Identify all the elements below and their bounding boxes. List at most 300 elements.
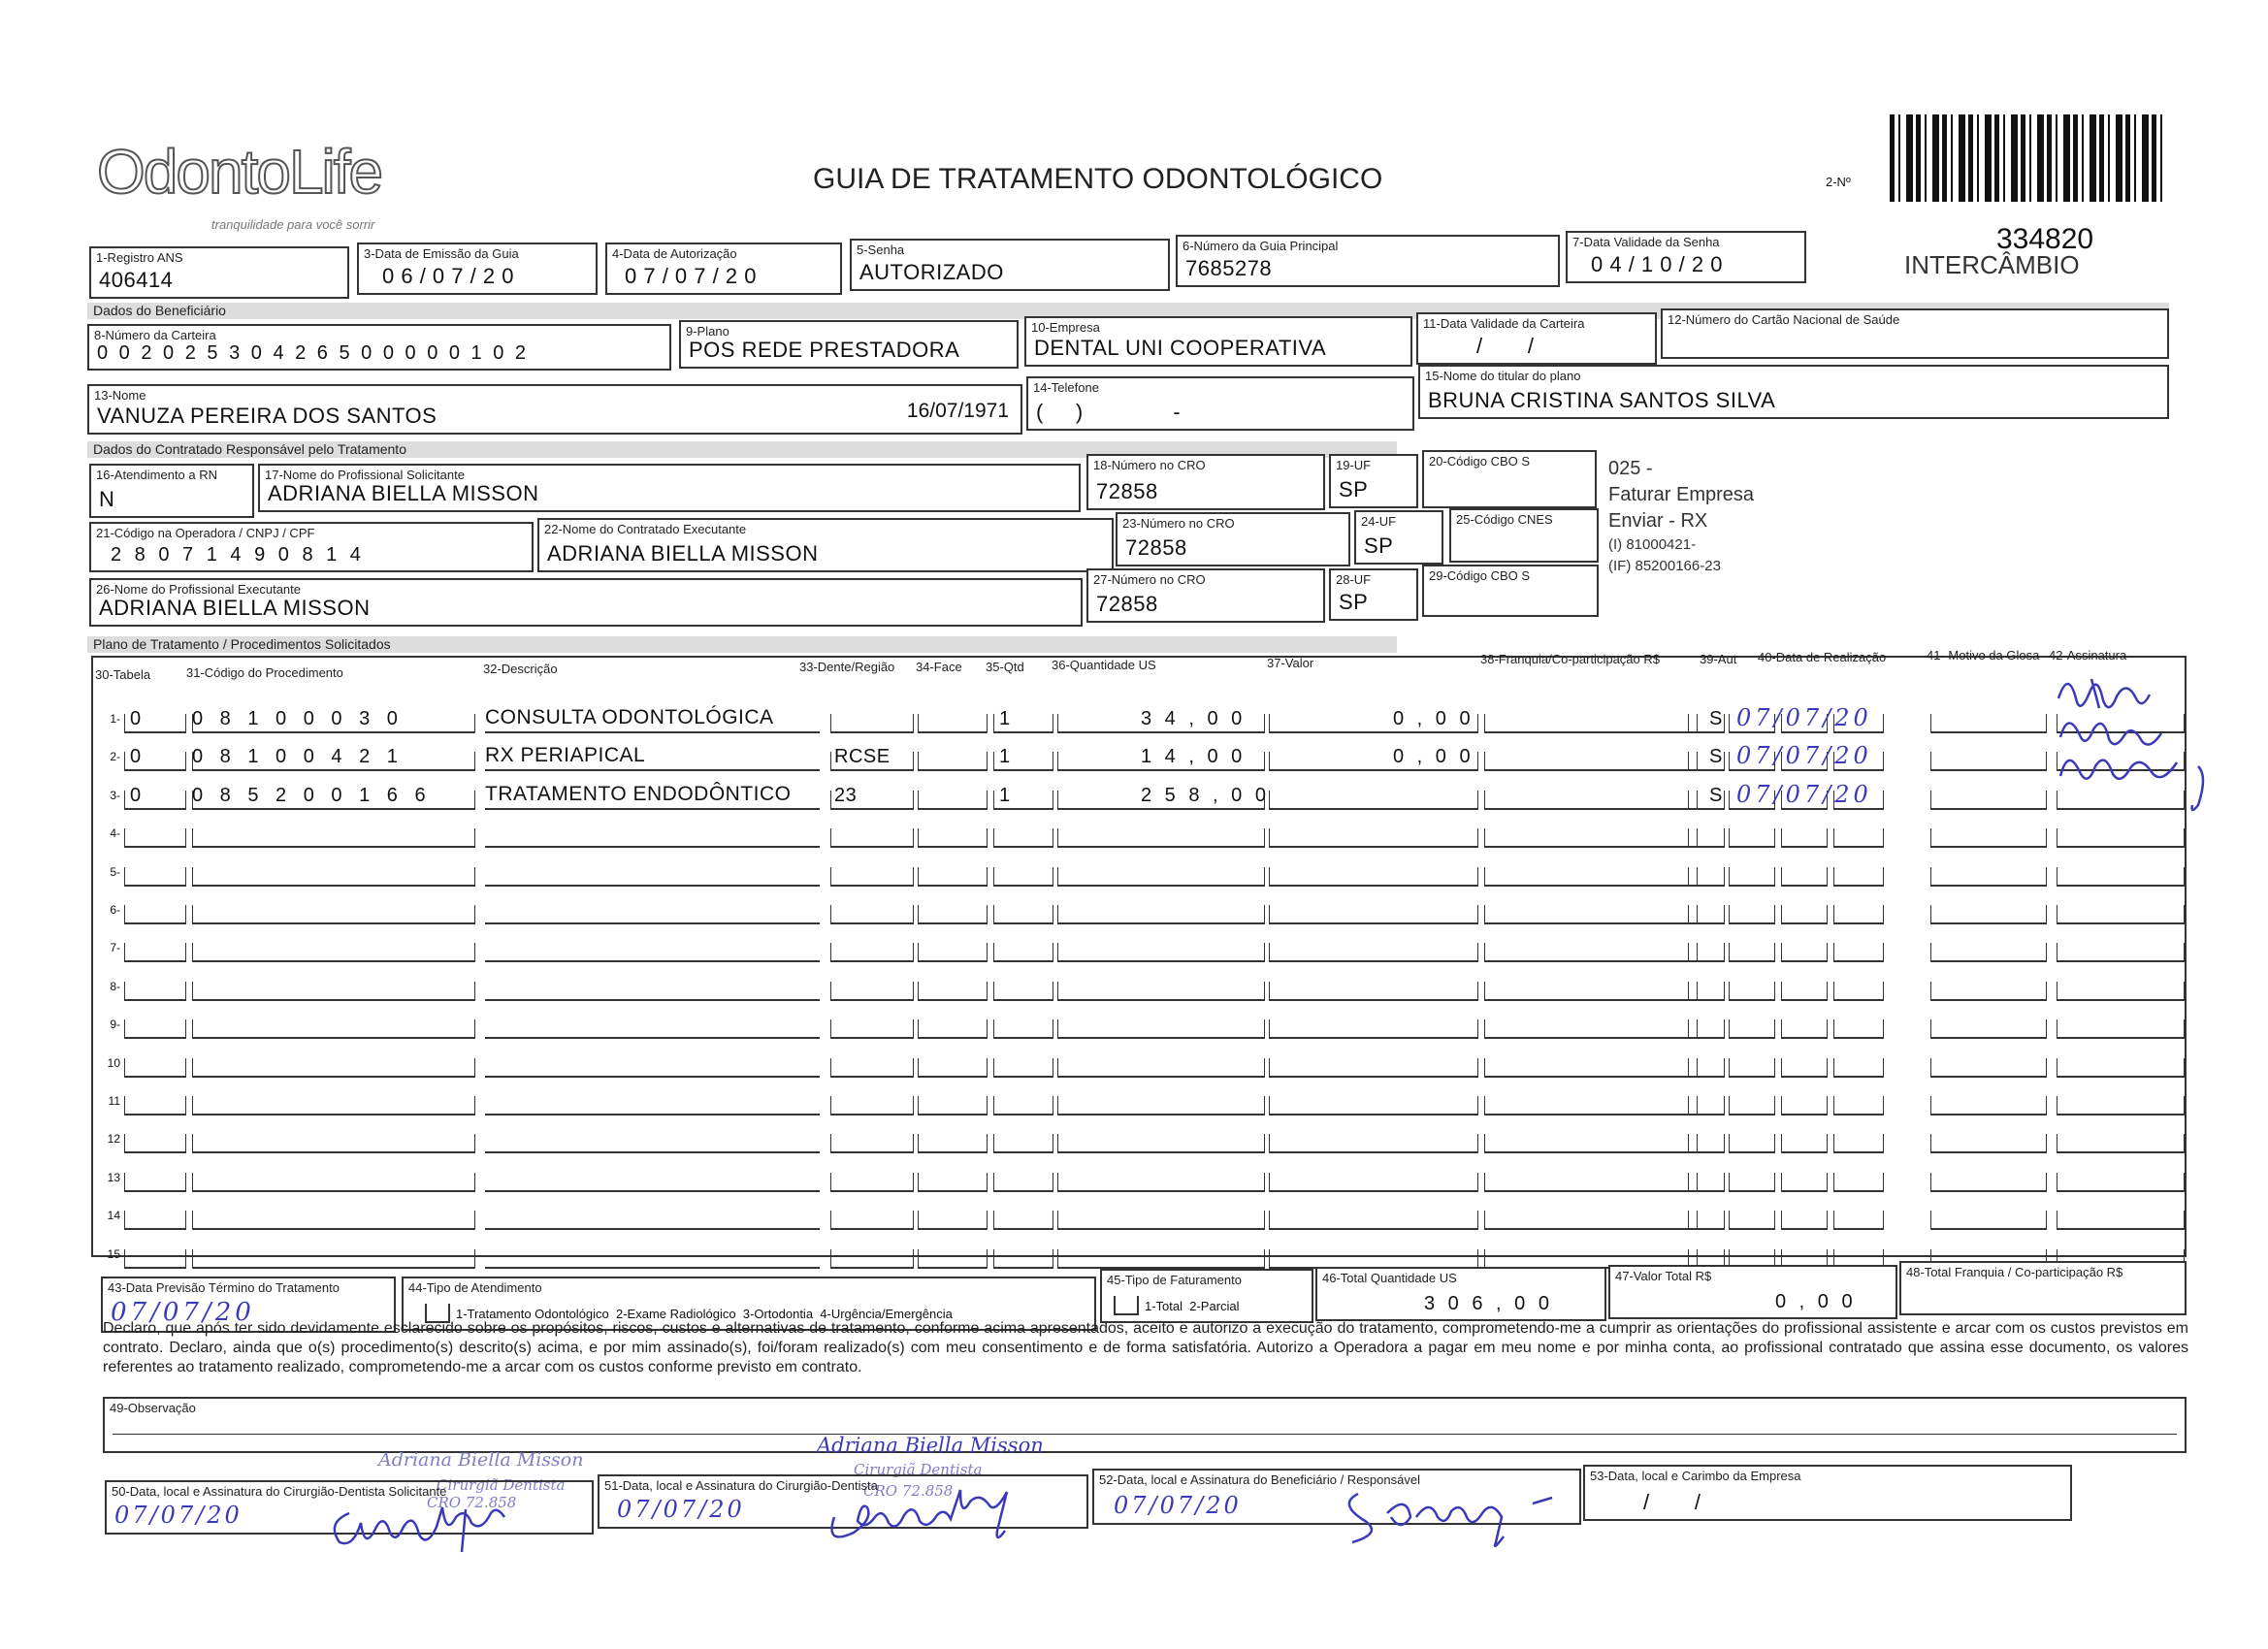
cell-box[interactable] xyxy=(192,1096,475,1116)
field-data-autorizacao[interactable] xyxy=(605,242,842,295)
field-value: 07/07/20 xyxy=(111,1298,255,1327)
cell-box[interactable] xyxy=(1688,1134,1725,1153)
cell-box[interactable] xyxy=(192,828,475,848)
field-label: 23-Número no CRO xyxy=(1122,516,1235,531)
cell-box[interactable] xyxy=(993,1249,1053,1269)
cell-box[interactable] xyxy=(124,943,186,962)
cell-box[interactable] xyxy=(1688,828,1725,848)
cell-box[interactable] xyxy=(1930,714,2047,733)
cell-box[interactable] xyxy=(1057,1173,1265,1192)
cell-box[interactable] xyxy=(1057,982,1265,1001)
cell-box[interactable] xyxy=(124,1058,186,1078)
cell-box[interactable] xyxy=(1484,714,1698,733)
cell-box[interactable] xyxy=(485,1058,820,1078)
cell-box[interactable] xyxy=(1781,1173,1828,1192)
cell-box[interactable] xyxy=(124,1019,186,1039)
field-telefone[interactable] xyxy=(1026,376,1414,431)
cell-box[interactable] xyxy=(1688,1173,1725,1192)
cell-box[interactable] xyxy=(830,1173,914,1192)
cell-box[interactable] xyxy=(1729,905,1775,924)
field-label: 15-Nome do titular do plano xyxy=(1425,369,1581,383)
cell-box[interactable] xyxy=(1269,828,1478,848)
cell-box[interactable] xyxy=(2057,1134,2185,1153)
cell-valor: 0 , 0 0 xyxy=(1393,746,1474,767)
cell-aut: S xyxy=(1709,746,1729,767)
cell-box[interactable] xyxy=(993,1019,1053,1039)
cell-box[interactable] xyxy=(1269,1134,1478,1153)
cell-box[interactable] xyxy=(485,828,820,848)
cell-box[interactable] xyxy=(124,828,186,848)
field-value: 0 , 0 0 xyxy=(1775,1291,1857,1312)
table-row[interactable] xyxy=(0,781,2268,820)
cell-box[interactable] xyxy=(830,828,914,848)
cell-box[interactable] xyxy=(192,1173,475,1192)
cell-box[interactable] xyxy=(1833,1134,1884,1153)
cell-box[interactable] xyxy=(1729,943,1775,962)
field-profissional-executante[interactable] xyxy=(89,578,1083,627)
cell-box[interactable] xyxy=(1057,867,1265,887)
cell-box[interactable] xyxy=(1833,828,1884,848)
field-value: 07/07/20 xyxy=(617,1496,745,1523)
cell-box[interactable] xyxy=(1688,982,1725,1001)
cell-valor: 0 , 0 0 xyxy=(1393,708,1474,729)
cell-box[interactable] xyxy=(830,1134,914,1153)
cell-box[interactable] xyxy=(1057,1019,1265,1039)
field-titular-plano[interactable] xyxy=(1418,365,2169,419)
cell-box[interactable] xyxy=(1484,791,1698,810)
field-observacao[interactable] xyxy=(103,1397,2187,1453)
field-numero-carteira[interactable] xyxy=(87,324,671,371)
cell-box[interactable] xyxy=(1833,1173,1884,1192)
signature-solicitante xyxy=(320,1484,572,1562)
field-value: ADRIANA BIELLA MISSON xyxy=(99,596,371,620)
cell-box[interactable] xyxy=(1269,1019,1478,1039)
cell-box[interactable] xyxy=(1688,1019,1725,1039)
cell-box[interactable] xyxy=(485,1134,820,1153)
cell-box[interactable] xyxy=(1930,1058,2047,1078)
cell-box[interactable] xyxy=(1930,1096,2047,1116)
cell-dente: RCSE xyxy=(834,746,891,767)
cell-box[interactable] xyxy=(485,943,820,962)
cell-box[interactable] xyxy=(830,982,914,1001)
cell-box[interactable] xyxy=(1057,1058,1265,1078)
cell-box[interactable] xyxy=(124,867,186,887)
table-row[interactable] xyxy=(0,972,2268,1011)
table-row[interactable] xyxy=(0,857,2268,896)
cell-box[interactable] xyxy=(1833,1211,1884,1230)
cell-box[interactable] xyxy=(192,982,475,1001)
cell-box[interactable] xyxy=(124,1096,186,1116)
cell-box[interactable] xyxy=(918,943,988,962)
cell-box[interactable] xyxy=(918,982,988,1001)
cell-box[interactable] xyxy=(1688,905,1725,924)
cell-box[interactable] xyxy=(1484,905,1698,924)
field-carimbo-empresa[interactable] xyxy=(1583,1465,2072,1521)
cell-box[interactable] xyxy=(1057,1096,1265,1116)
field-label: 44-Tipo de Atendimento xyxy=(408,1280,542,1295)
field-value: N xyxy=(99,487,115,511)
cell-box[interactable] xyxy=(1781,867,1828,887)
cell-box[interactable] xyxy=(1930,1134,2047,1153)
cell-box[interactable] xyxy=(830,867,914,887)
table-row[interactable] xyxy=(0,1201,2268,1240)
field-label: 52-Data, local e Assinatura do Beneficiário / Responsável xyxy=(1099,1472,1420,1487)
cell-box[interactable] xyxy=(918,1058,988,1078)
table-row[interactable] xyxy=(0,704,2268,743)
cell-box[interactable] xyxy=(1484,752,1698,771)
cell-box[interactable] xyxy=(830,943,914,962)
cell-box[interactable] xyxy=(1057,1249,1265,1269)
cell-box[interactable] xyxy=(485,1249,820,1269)
cell-box[interactable] xyxy=(1269,1096,1478,1116)
cell-box[interactable] xyxy=(993,1173,1053,1192)
cell-box[interactable] xyxy=(1057,1134,1265,1153)
cell-box[interactable] xyxy=(192,1058,475,1078)
cell-box[interactable] xyxy=(1833,1096,1884,1116)
cell-box[interactable] xyxy=(830,905,914,924)
field-value: ( ) - xyxy=(1036,400,1182,424)
cell-box[interactable] xyxy=(1484,1173,1698,1192)
cell-box[interactable] xyxy=(1269,867,1478,887)
cell-box[interactable] xyxy=(1729,1058,1775,1078)
cell-box[interactable] xyxy=(1833,943,1884,962)
row-number: 2- xyxy=(110,750,120,763)
cell-box[interactable] xyxy=(2057,1211,2185,1230)
cell-box[interactable] xyxy=(1930,1019,2047,1039)
cell-box[interactable] xyxy=(192,943,475,962)
field-value: AUTORIZADO xyxy=(859,260,1004,284)
cell-box[interactable] xyxy=(918,1019,988,1039)
cell-box[interactable] xyxy=(918,791,988,810)
cell-box[interactable] xyxy=(918,1134,988,1153)
table-row[interactable] xyxy=(0,1049,2268,1087)
cell-box[interactable] xyxy=(1930,1211,2047,1230)
table-row[interactable] xyxy=(0,895,2268,934)
cell-box[interactable] xyxy=(1930,867,2047,887)
field-profissional-solicitante[interactable] xyxy=(258,464,1081,512)
side-note-line: 025 - xyxy=(1608,458,1653,479)
cell-box[interactable] xyxy=(1057,1211,1265,1230)
cell-box[interactable] xyxy=(1269,1249,1478,1269)
cell-box[interactable] xyxy=(993,1058,1053,1078)
cell-box[interactable] xyxy=(192,1249,475,1269)
cell-box[interactable] xyxy=(2057,982,2185,1001)
cell-box[interactable] xyxy=(918,1096,988,1116)
cell-box[interactable] xyxy=(1484,1211,1698,1230)
field-cartao-nacional[interactable] xyxy=(1661,308,2169,359)
cell-box[interactable] xyxy=(485,1173,820,1192)
cell-box[interactable] xyxy=(1729,867,1775,887)
cell-box[interactable] xyxy=(830,1096,914,1116)
stamp-title-1: Cirurgiã Dentista xyxy=(437,1476,566,1494)
field-cro-executante[interactable] xyxy=(1086,568,1325,623)
cell-tabela: 0 xyxy=(130,708,147,729)
field-validade-carteira[interactable] xyxy=(1416,312,1657,365)
cell-box[interactable] xyxy=(1930,943,2047,962)
field-cbo-solicitante[interactable] xyxy=(1422,450,1597,508)
cell-box[interactable] xyxy=(1729,1096,1775,1116)
cell-box[interactable] xyxy=(1688,943,1725,962)
side-note-line: (I) 81000421- xyxy=(1608,536,1697,553)
field-label: 16-Atendimento a RN xyxy=(96,468,218,482)
cell-box[interactable] xyxy=(1729,1211,1775,1230)
cell-box[interactable] xyxy=(918,828,988,848)
cell-box[interactable] xyxy=(1729,828,1775,848)
field-value: SP xyxy=(1364,534,1394,558)
field-plano[interactable] xyxy=(679,320,1019,369)
cell-box[interactable] xyxy=(1484,943,1698,962)
cell-box[interactable] xyxy=(2057,905,2185,924)
field-cro-contratado[interactable] xyxy=(1116,512,1350,566)
field-value: BRUNA CRISTINA SANTOS SILVA xyxy=(1428,388,1776,412)
signature-beneficiario xyxy=(1339,1474,1571,1552)
field-total-us[interactable] xyxy=(1315,1267,1606,1321)
field-data-emissao[interactable] xyxy=(357,242,598,295)
cell-box[interactable] xyxy=(1781,1019,1828,1039)
table-row[interactable] xyxy=(0,742,2268,781)
cell-box[interactable] xyxy=(192,1019,475,1039)
cell-box[interactable] xyxy=(1930,828,2047,848)
table-row[interactable] xyxy=(0,1010,2268,1049)
cell-box[interactable] xyxy=(918,1211,988,1230)
row-signature-3 xyxy=(2053,737,2227,824)
cell-box[interactable] xyxy=(485,982,820,1001)
cell-box[interactable] xyxy=(1269,982,1478,1001)
cell-box[interactable] xyxy=(993,1134,1053,1153)
cell-box[interactable] xyxy=(1781,1134,1828,1153)
cell-box[interactable] xyxy=(124,1134,186,1153)
cell-box[interactable] xyxy=(1269,1173,1478,1192)
cell-box[interactable] xyxy=(1833,1019,1884,1039)
field-value: / / xyxy=(1476,334,1535,358)
col-data-realizacao: 40-Data de Realização xyxy=(1758,650,1887,664)
cell-box[interactable] xyxy=(192,867,475,887)
cell-box[interactable] xyxy=(1833,1058,1884,1078)
cell-box[interactable] xyxy=(2057,828,2185,848)
cell-box[interactable] xyxy=(485,867,820,887)
cell-box[interactable] xyxy=(2057,1019,2185,1039)
stamp-name-1: Adriana Biella Misson xyxy=(378,1449,584,1471)
col-tabela: 30-Tabela xyxy=(95,667,151,682)
field-label: 28-UF xyxy=(1336,572,1372,587)
cell-box[interactable] xyxy=(2057,1058,2185,1078)
cell-box[interactable] xyxy=(1057,828,1265,848)
cell-box[interactable] xyxy=(1729,1173,1775,1192)
field-label: 45-Tipo de Faturamento xyxy=(1107,1273,1242,1287)
cell-box[interactable] xyxy=(1930,791,2047,810)
field-value: POS REDE PRESTADORA xyxy=(689,338,960,362)
cell-box[interactable] xyxy=(993,1211,1053,1230)
table-row[interactable] xyxy=(0,933,2268,972)
stamp-title-2: Cirurgiã Dentista xyxy=(854,1461,983,1478)
cell-box[interactable] xyxy=(192,1211,475,1230)
field-label: 53-Data, local e Carimbo da Empresa xyxy=(1590,1469,1801,1483)
cell-box[interactable] xyxy=(993,943,1053,962)
field-label: 12-Número do Cartão Nacional de Saúde xyxy=(1668,312,1900,327)
stamp-name-2: Adriana Biella Misson xyxy=(817,1434,1044,1457)
field-label: 26-Nome do Profissional Executante xyxy=(96,582,302,597)
row-number: 11 xyxy=(108,1094,120,1108)
cell-box[interactable] xyxy=(124,982,186,1001)
cell-box[interactable] xyxy=(1930,982,2047,1001)
cell-box[interactable] xyxy=(1729,1134,1775,1153)
field-senha[interactable] xyxy=(850,239,1170,291)
cell-box[interactable] xyxy=(1729,982,1775,1001)
cell-box[interactable] xyxy=(1057,905,1265,924)
checkbox[interactable] xyxy=(1114,1296,1139,1315)
cell-box[interactable] xyxy=(1930,1173,2047,1192)
cell-box[interactable] xyxy=(1269,791,1478,810)
cell-box[interactable] xyxy=(1833,905,1884,924)
field-nome[interactable] xyxy=(87,384,1022,435)
cell-box[interactable] xyxy=(2057,1173,2185,1192)
stamp-cro-2: CRO 72.858 xyxy=(863,1482,954,1500)
cell-tabela: 0 xyxy=(130,746,147,767)
cell-box[interactable] xyxy=(830,1058,914,1078)
cell-box[interactable] xyxy=(993,828,1053,848)
cell-box[interactable] xyxy=(918,714,988,733)
cell-box[interactable] xyxy=(1781,905,1828,924)
cell-box[interactable] xyxy=(1833,982,1884,1001)
field-value: ADRIANA BIELLA MISSON xyxy=(547,541,819,566)
cell-box[interactable] xyxy=(1729,1019,1775,1039)
field-empresa[interactable] xyxy=(1024,316,1412,367)
cell-box[interactable] xyxy=(1781,828,1828,848)
cell-box[interactable] xyxy=(1781,1058,1828,1078)
cell-box[interactable] xyxy=(485,1019,820,1039)
cell-box[interactable] xyxy=(1484,1134,1698,1153)
field-label: 50-Data, local e Assinatura do Cirurgião-Dentista Solicitante xyxy=(112,1484,447,1499)
table-row[interactable] xyxy=(0,1163,2268,1202)
field-value: 7685278 xyxy=(1185,256,1273,280)
col-aut: 39-Aut xyxy=(1700,652,1737,666)
cell-box[interactable] xyxy=(1484,867,1698,887)
cell-box[interactable] xyxy=(485,905,820,924)
cell-box[interactable] xyxy=(192,1134,475,1153)
cell-box[interactable] xyxy=(993,1096,1053,1116)
field-total-franquia[interactable] xyxy=(1899,1261,2187,1315)
cell-box[interactable] xyxy=(124,1249,186,1269)
cell-box[interactable] xyxy=(993,905,1053,924)
cell-box[interactable] xyxy=(830,1019,914,1039)
cell-box[interactable] xyxy=(1688,867,1725,887)
cell-box[interactable] xyxy=(918,1249,988,1269)
row-number: 13 xyxy=(107,1171,120,1184)
table-row[interactable] xyxy=(0,1124,2268,1163)
field-contratado-executante[interactable] xyxy=(537,518,1114,572)
side-note-line: Faturar Empresa xyxy=(1608,484,1755,505)
cell-box[interactable] xyxy=(485,1096,820,1116)
cell-box[interactable] xyxy=(1930,752,2047,771)
cell-box[interactable] xyxy=(918,752,988,771)
col-valor: 37-Valor xyxy=(1267,656,1314,670)
field-validade-senha[interactable] xyxy=(1566,231,1806,283)
cell-box[interactable] xyxy=(1833,867,1884,887)
field-uf-executante[interactable] xyxy=(1329,568,1418,621)
cell-qtd: 1 xyxy=(999,708,1017,729)
cell-box[interactable] xyxy=(918,1173,988,1192)
cell-box[interactable] xyxy=(1269,905,1478,924)
cell-box[interactable] xyxy=(1781,982,1828,1001)
stamp-cro-1: CRO 72.858 xyxy=(427,1494,517,1511)
field-cro-solicitante[interactable] xyxy=(1086,454,1325,510)
field-value: 0 6 / 0 7 / 2 0 xyxy=(382,264,514,288)
field-label: 8-Número da Carteira xyxy=(94,328,216,342)
row-number: 5- xyxy=(110,865,120,879)
cell-box[interactable] xyxy=(2057,1096,2185,1116)
cell-box[interactable] xyxy=(1269,943,1478,962)
cell-box[interactable] xyxy=(485,1211,820,1230)
cell-box[interactable] xyxy=(1688,1058,1725,1078)
cell-quantidade-us: 2 5 8 , 0 0 xyxy=(1141,785,1270,806)
cell-box[interactable] xyxy=(1484,1058,1698,1078)
cell-quantidade-us: 3 4 , 0 0 xyxy=(1141,708,1247,729)
cell-box[interactable] xyxy=(1781,1211,1828,1230)
field-value: 0 7 / 0 7 / 2 0 xyxy=(625,264,757,288)
cell-box[interactable] xyxy=(830,1249,914,1269)
cell-qtd: 1 xyxy=(999,746,1017,767)
field-cbo-executante[interactable] xyxy=(1422,565,1599,617)
cell-box[interactable] xyxy=(1484,828,1698,848)
field-uf-solicitante[interactable] xyxy=(1329,454,1418,508)
field-codigo-operadora[interactable] xyxy=(89,522,534,572)
table-row[interactable] xyxy=(0,1086,2268,1125)
field-registro-ans[interactable] xyxy=(89,246,349,299)
cell-box[interactable] xyxy=(2057,943,2185,962)
table-row[interactable] xyxy=(0,819,2268,857)
cell-box[interactable] xyxy=(1269,1211,1478,1230)
row-number: 9- xyxy=(110,1018,120,1031)
cell-box[interactable] xyxy=(124,1173,186,1192)
cell-box[interactable] xyxy=(1057,943,1265,962)
cell-box[interactable] xyxy=(1688,1211,1725,1230)
cell-box[interactable] xyxy=(1269,1058,1478,1078)
cell-box[interactable] xyxy=(830,714,914,733)
field-cnes[interactable] xyxy=(1449,508,1599,563)
cell-box[interactable] xyxy=(1781,1096,1828,1116)
cell-box[interactable] xyxy=(918,867,988,887)
cell-box[interactable] xyxy=(830,1211,914,1230)
field-value: SP xyxy=(1339,477,1369,501)
field-label: 48-Total Franquia / Co-participação R$ xyxy=(1906,1265,2123,1279)
cell-box[interactable] xyxy=(192,905,475,924)
cell-box[interactable] xyxy=(124,1211,186,1230)
field-label: 6-Número da Guia Principal xyxy=(1183,239,1339,253)
cell-box[interactable] xyxy=(1484,1096,1698,1116)
field-valor-total[interactable] xyxy=(1608,1265,1897,1319)
row-number: 3- xyxy=(110,789,120,802)
field-guia-principal[interactable] xyxy=(1176,235,1560,287)
field-atendimento-rn[interactable] xyxy=(89,464,254,518)
cell-box[interactable] xyxy=(2057,867,2185,887)
field-value: 0 0 2 0 2 5 3 0 4 2 6 5 0 0 0 0 0 1 0 2 xyxy=(97,342,530,364)
field-uf-contratado[interactable] xyxy=(1354,510,1443,565)
row-number: 6- xyxy=(110,903,120,917)
cell-box[interactable] xyxy=(993,982,1053,1001)
cell-box[interactable] xyxy=(1688,1096,1725,1116)
col-franquia: 38-Franquia/Co-participação R$ xyxy=(1480,652,1660,666)
cell-box[interactable] xyxy=(124,905,186,924)
cell-box[interactable] xyxy=(993,867,1053,887)
cell-box[interactable] xyxy=(918,905,988,924)
col-motivo-glosa: 41- Motivo da Glosa xyxy=(1927,648,2040,663)
cell-box[interactable] xyxy=(1484,982,1698,1001)
field-tipo-faturamento[interactable] xyxy=(1100,1269,1313,1323)
intercambio-label: INTERCÂMBIO xyxy=(1904,250,2080,279)
cell-box[interactable] xyxy=(1930,905,2047,924)
cell-box[interactable] xyxy=(1781,943,1828,962)
cell-box[interactable] xyxy=(1484,1019,1698,1039)
